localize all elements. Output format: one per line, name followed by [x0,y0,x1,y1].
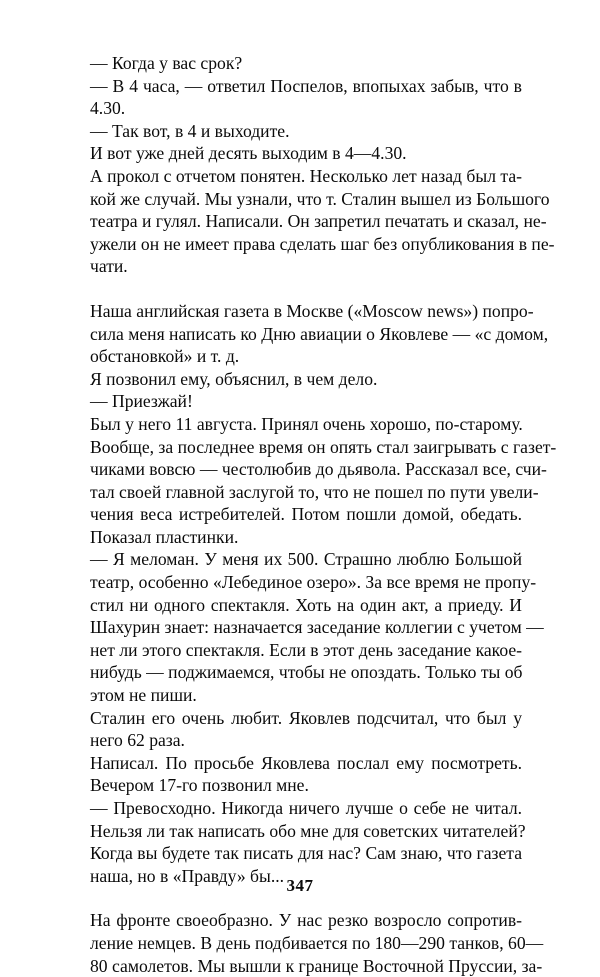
text-line: Вечером 17-го позвонил мне. [90,775,309,796]
paragraph [90,390,522,413]
text-line: стил ни одного спектакля. Хоть на один акт, а приеду. И [90,594,522,615]
text-line: театр, особенно «Лебединое озеро». За все время не пропу- [90,572,537,593]
text-line: этом не пиши. [90,685,197,706]
paragraph [90,797,526,887]
text-line: театра и гулял. Написали. Он запретил печатать и сказал, не- [90,211,547,232]
paragraph [90,52,522,75]
paragraph [90,368,522,391]
paragraph-gap [90,278,522,300]
text-line: Шахурин знает: назначается заседание коллегии с учетом — [90,617,544,638]
paragraph [90,165,555,278]
text-line: А прокол с отчетом понятен. Несколько лет назад был та- [90,165,522,186]
paragraph [90,120,522,143]
text-line: Я позвонил ему, объяснил, в чем дело. [90,368,378,389]
text-line: — Так вот, в 4 и выходите. [90,120,290,141]
text-line: наша, но в «Правду» бы... [90,865,285,886]
text-line: 80 самолетов. Мы вышли к границе Восточной Пруссии, за- [90,955,543,976]
text-line: Вообще, за последнее время он опять стал заигрывать с газет- [90,436,557,457]
text-line: — Я меломан. У меня их 500. Страшно люблю Большой [90,549,522,570]
text-line: 4.30. [90,98,126,119]
paragraph [90,75,522,120]
text-line: Наша английская газета в Москве («Moscow news») попро- [90,300,534,321]
text-line: — Приезжай! [90,391,193,412]
paragraph [90,909,544,977]
paragraph [90,707,522,752]
text-line: нибудь — поджимаемся, чтобы не опоздать. Только ты об [90,662,523,683]
text-line: чати. [90,256,128,277]
text-line: сила меня написать ко Дню авиации о Яковлеве — «с домом, [90,323,549,344]
paragraph [90,548,544,706]
text-line: И вот уже дней десять выходим в 4—4.30. [90,143,407,164]
paragraph [90,413,557,549]
text-line: Показал пластинки. [90,526,239,547]
text-line: Написал. По просьбе Яковлева послал ему посмотреть. [90,752,522,773]
text-line: ление немцев. В день подбивается по 180—290 танков, 60— [90,932,544,953]
text-line: обстановкой» и т. д. [90,346,240,367]
text-line: Сталин его очень любит. Яковлев подсчитал, что был у [90,707,522,728]
text-line: — Превосходно. Никогда ничего лучше о себе не читал. [90,798,522,818]
text-line: тал своей главной заслугой то, что не пошел по пути увели- [90,481,539,502]
text-line: — В 4 часа, — ответил Поспелов, впопыхах забыв, что в [90,75,522,96]
text-line: кой же случай. Мы узнали, что т. Сталин вышел из Большого [90,188,550,209]
text-line: ужели он не имеет права сделать шаг без опубликования в пе- [90,233,555,254]
text-line: — Когда у вас срок? [90,53,243,73]
paragraph [90,300,549,368]
text-line: чиками вовсю — честолюбив до дьявола. Рассказал все, счи- [90,459,547,480]
text-line: Когда вы будете так писать для нас? Сам знаю, что газета [90,843,522,864]
text-line: чения веса истребителей. Потом пошли домой, обедать. [90,504,522,525]
body-text [90,52,557,977]
text-line: нет ли этого спектакля. Если в этот день заседание какое- [90,639,522,660]
text-line: него 62 раза. [90,730,185,751]
paragraph [90,142,522,165]
text-line: Был у него 11 августа. Принял очень хорошо, по-старому. [90,413,523,434]
text-line: На фронте своеобразно. У нас резко возросло сопротив- [90,910,522,931]
page-number: 347 [286,876,314,895]
paragraph [90,752,522,797]
text-line: Нельзя ли так написать обо мне для советских читателей? [90,820,526,841]
